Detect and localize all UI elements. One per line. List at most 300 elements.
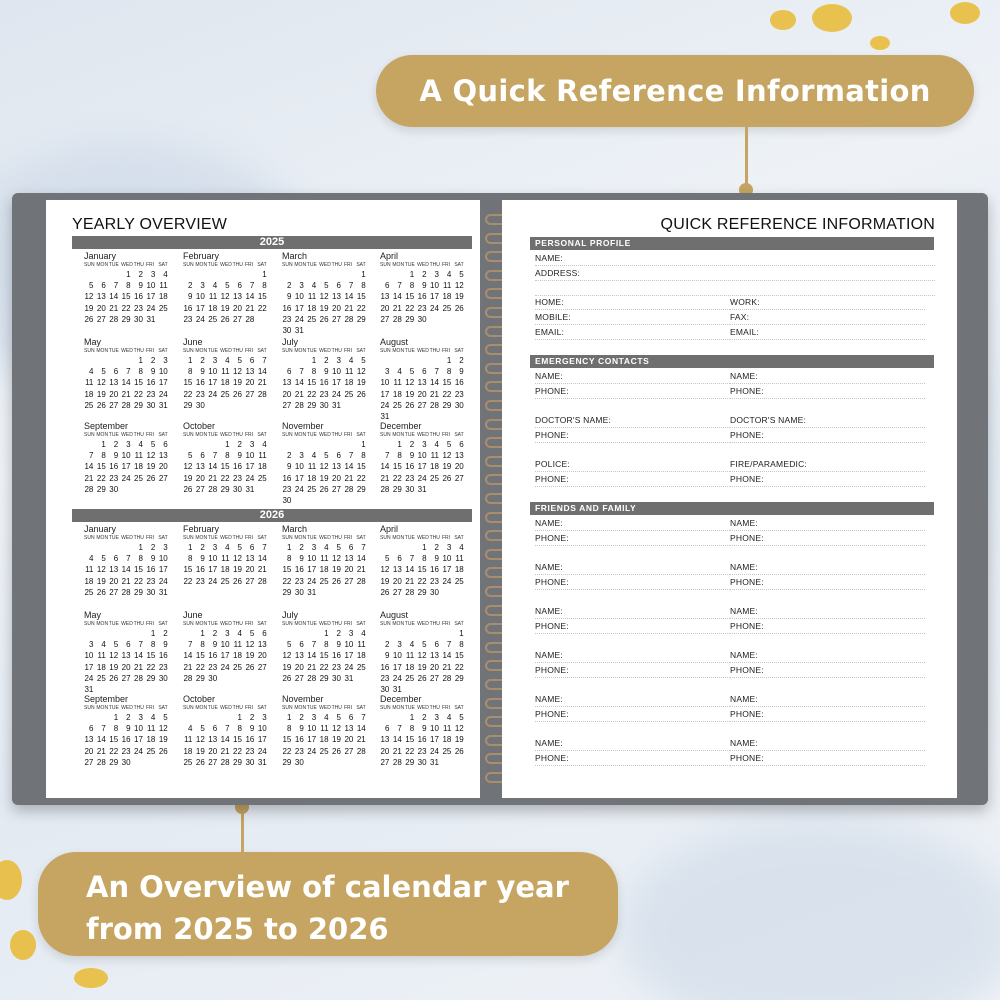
day-cell: 22 <box>307 389 317 399</box>
field-friend-phone-left[interactable]: PHONE: <box>535 664 730 678</box>
week-row <box>183 542 275 553</box>
field-doctor-phone-2[interactable]: PHONE: <box>730 429 925 443</box>
day-cell: 16 <box>294 565 304 575</box>
day-cell: 19 <box>356 378 366 388</box>
day-cell: 27 <box>332 314 341 324</box>
day-cell: 4 <box>311 451 317 461</box>
callout-connector <box>241 808 244 854</box>
day-cell <box>294 495 306 506</box>
day-cell: 13 <box>332 462 341 472</box>
day-cell: 2 <box>187 281 193 291</box>
month-calendar <box>183 251 275 333</box>
weekday-label: THU <box>232 262 243 268</box>
day-cell: 26 <box>454 303 464 313</box>
field-friend-name-left[interactable]: NAME: <box>535 517 730 531</box>
day-cell: 19 <box>405 389 415 399</box>
weekday-label: TUE <box>404 348 415 354</box>
month-calendar <box>282 524 374 606</box>
field-fire-paramedic[interactable]: FIRE/PARAMEDIC: <box>730 458 925 472</box>
field-friend-name-right[interactable]: NAME: <box>730 605 925 619</box>
day-cell: 25 <box>233 662 242 672</box>
field-fax[interactable]: FAX: <box>730 311 925 325</box>
field-emergency-name[interactable]: NAME: <box>535 370 730 384</box>
field-emergency-name-2[interactable]: NAME: <box>730 370 925 384</box>
week-row <box>282 303 374 314</box>
week-row <box>183 746 275 757</box>
day-cell: 31 <box>307 587 317 597</box>
day-cell: 17 <box>430 292 439 302</box>
day-cell: 23 <box>294 746 304 756</box>
field-doctor-phone[interactable]: PHONE: <box>535 429 730 443</box>
field-friend-phone-left[interactable]: PHONE: <box>535 532 730 546</box>
weekday-label: MON <box>195 262 208 268</box>
weekday-label: THU <box>232 348 243 354</box>
day-cell: 28 <box>96 757 106 767</box>
weekday-label: MON <box>392 705 405 711</box>
weekday-label: MON <box>392 535 405 541</box>
week-row <box>183 366 275 377</box>
weekday-label: SAT <box>454 705 464 711</box>
day-cell: 19 <box>417 662 427 672</box>
week-row <box>183 723 275 734</box>
day-cell: 5 <box>459 270 464 279</box>
day-cell <box>332 439 344 450</box>
week-row <box>84 461 176 472</box>
day-cell: 24 <box>146 303 156 313</box>
day-cell: 19 <box>332 565 341 575</box>
day-cell: 17 <box>294 303 304 313</box>
day-cell <box>208 712 220 723</box>
day-cell: 30 <box>282 495 292 505</box>
month-calendar <box>380 421 472 503</box>
day-cell: 9 <box>409 451 415 461</box>
week-row <box>183 439 275 450</box>
weekday-label: WED <box>121 621 133 627</box>
day-cell: 18 <box>183 746 193 756</box>
day-cell: 30 <box>417 757 427 767</box>
weekday-label: SAT <box>356 432 366 438</box>
day-cell: 11 <box>221 367 230 377</box>
field-address[interactable]: ADDRESS: <box>535 267 935 281</box>
field-friend-phone-right[interactable]: PHONE: <box>730 620 925 634</box>
month-calendar <box>84 610 176 692</box>
day-cell: 30 <box>109 484 119 494</box>
day-cell <box>195 269 207 280</box>
day-cell: 19 <box>380 576 390 586</box>
day-cell <box>319 325 331 336</box>
day-cell: 20 <box>332 473 341 483</box>
weekday-label: MON <box>294 705 307 711</box>
day-cell <box>344 269 356 280</box>
week-row <box>380 564 472 575</box>
day-cell <box>344 325 356 336</box>
day-cell: 6 <box>286 367 292 377</box>
day-cell: 5 <box>286 640 292 650</box>
day-cell: 12 <box>183 462 193 472</box>
day-cell: 23 <box>208 662 218 672</box>
weekday-header <box>282 432 374 439</box>
day-cell: 2 <box>249 713 255 722</box>
day-cell: 2 <box>409 440 415 449</box>
week-row <box>84 355 176 366</box>
day-cell: 31 <box>380 411 390 421</box>
weekday-label: SAT <box>356 535 366 541</box>
field-friend-phone-right[interactable]: PHONE: <box>730 576 925 590</box>
weekday-label: THU <box>133 621 144 627</box>
week-row <box>282 473 374 484</box>
week-row <box>380 542 472 553</box>
field-friend-name-left[interactable]: NAME: <box>535 649 730 663</box>
month-name: December <box>380 694 422 704</box>
day-cell: 25 <box>392 400 402 410</box>
day-cell: 28 <box>344 314 354 324</box>
week-row <box>282 553 374 564</box>
day-cell: 16 <box>195 565 205 575</box>
day-cell: 11 <box>357 640 366 650</box>
day-cell: 4 <box>163 270 168 279</box>
day-cell: 30 <box>417 314 427 324</box>
day-cell <box>220 269 232 280</box>
callout-calendar-overview <box>38 852 618 956</box>
day-cell: 27 <box>380 314 390 324</box>
day-cell: 14 <box>392 292 402 302</box>
day-cell: 4 <box>225 543 230 552</box>
day-cell: 17 <box>307 565 317 575</box>
weekday-label: TUE <box>207 432 218 438</box>
day-cell: 26 <box>233 576 242 586</box>
day-cell: 6 <box>262 629 267 638</box>
day-cell: 18 <box>344 378 354 388</box>
day-cell <box>282 628 294 639</box>
field-friend-name-left[interactable]: NAME: <box>535 605 730 619</box>
day-cell: 24 <box>257 746 267 756</box>
day-cell: 18 <box>442 292 452 302</box>
week-row <box>380 576 472 587</box>
day-cell <box>294 269 306 280</box>
field-friend-name-right[interactable]: NAME: <box>730 561 925 575</box>
weekday-label: WED <box>319 262 331 268</box>
field-email[interactable]: EMAIL: <box>535 326 730 340</box>
day-cell: 5 <box>150 440 156 449</box>
field-emergency-phone-2[interactable]: PHONE: <box>730 385 925 399</box>
weekday-label: SAT <box>158 432 168 438</box>
weekday-label: WED <box>121 705 133 711</box>
day-cell <box>245 269 257 280</box>
day-cell: 17 <box>158 565 168 575</box>
day-cell: 23 <box>146 389 156 399</box>
day-cell: 8 <box>237 724 242 734</box>
day-cell <box>405 542 417 553</box>
field-fire-phone[interactable]: PHONE: <box>730 473 925 487</box>
day-cell: 4 <box>446 270 452 279</box>
field-friend-name-left[interactable]: NAME: <box>535 737 730 751</box>
day-cell: 12 <box>380 565 390 575</box>
week-row <box>84 746 176 757</box>
day-cell: 23 <box>430 576 439 586</box>
weekday-label: FRI <box>441 621 451 627</box>
day-cell: 29 <box>183 400 193 410</box>
day-cell: 3 <box>311 543 317 552</box>
month-calendar <box>282 337 374 419</box>
weekday-label: FRI <box>441 705 451 711</box>
day-cell: 17 <box>208 378 218 388</box>
day-cell: 22 <box>405 746 415 756</box>
weekday-label: MON <box>294 535 307 541</box>
day-cell: 10 <box>257 724 267 734</box>
week-row <box>282 400 374 411</box>
day-cell: 15 <box>134 565 143 575</box>
field-friend-phone-left[interactable]: PHONE: <box>535 708 730 722</box>
field-friend-name-left[interactable]: NAME: <box>535 693 730 707</box>
day-cell: 26 <box>319 314 329 324</box>
day-cell: 22 <box>109 746 119 756</box>
field-police-phone[interactable]: PHONE: <box>535 473 730 487</box>
day-cell: 26 <box>332 576 341 586</box>
day-cell: 17 <box>195 303 205 313</box>
field-police[interactable]: POLICE: <box>535 458 730 472</box>
week-row <box>380 450 472 461</box>
week-row <box>183 639 275 650</box>
week-row <box>183 673 275 684</box>
weekday-header <box>183 262 275 269</box>
field-name[interactable]: NAME: <box>535 252 935 266</box>
day-cell: 18 <box>356 651 366 661</box>
day-cell: 10 <box>344 640 354 650</box>
day-cell <box>257 673 269 684</box>
day-cell <box>208 400 220 411</box>
weekday-label: SAT <box>158 621 168 627</box>
day-cell: 3 <box>88 640 94 650</box>
month-name: April <box>380 251 399 261</box>
day-cell: 27 <box>380 757 390 767</box>
month-name: August <box>380 337 409 347</box>
day-cell: 2 <box>324 356 329 365</box>
day-cell: 14 <box>121 565 131 575</box>
weekday-label: WED <box>417 705 429 711</box>
day-cell: 22 <box>183 576 193 586</box>
day-cell <box>380 439 392 450</box>
day-cell: 8 <box>187 367 193 377</box>
week-row <box>380 355 472 366</box>
day-cell: 24 <box>430 303 439 313</box>
day-cell: 10 <box>380 378 390 388</box>
day-cell: 5 <box>324 451 329 461</box>
week-row <box>183 450 275 461</box>
day-cell: 27 <box>344 746 354 756</box>
field-friend-name-right[interactable]: NAME: <box>730 649 925 663</box>
day-cell: 4 <box>324 713 329 722</box>
day-cell: 20 <box>121 662 131 672</box>
field-work[interactable]: WORK: <box>730 296 925 310</box>
day-cell: 10 <box>245 451 255 461</box>
day-cell: 27 <box>332 484 341 494</box>
weekday-header <box>380 535 472 542</box>
day-cell: 6 <box>336 281 341 291</box>
day-cell: 9 <box>113 451 119 461</box>
day-cell: 25 <box>454 576 464 586</box>
day-cell: 2 <box>163 629 168 638</box>
field-friend-phone-right[interactable]: PHONE: <box>730 532 925 546</box>
day-cell: 22 <box>257 303 267 313</box>
day-cell <box>146 484 158 495</box>
weekday-label: FRI <box>145 621 155 627</box>
section-heading: EMERGENCY CONTACTS <box>530 355 934 368</box>
day-cell: 2 <box>200 543 205 552</box>
month-calendar <box>380 524 472 606</box>
field-friend-phone-left[interactable]: PHONE: <box>535 620 730 634</box>
field-mobile[interactable]: MOBILE: <box>535 311 730 325</box>
field-friend-phone-left[interactable]: PHONE: <box>535 752 730 766</box>
day-cell: 25 <box>319 576 329 586</box>
day-cell: 24 <box>430 746 439 756</box>
day-cell: 13 <box>417 378 427 388</box>
weekday-header <box>380 432 472 439</box>
day-cell: 11 <box>85 565 94 575</box>
gold-splash <box>10 930 36 960</box>
weekday-label: SAT <box>454 621 464 627</box>
day-cell: 7 <box>101 724 106 734</box>
day-cell <box>417 628 429 639</box>
weekday-header <box>282 535 374 542</box>
day-cell: 26 <box>233 389 242 399</box>
weekday-label: SAT <box>158 535 168 541</box>
week-row <box>380 673 472 684</box>
field-friend-name-right[interactable]: NAME: <box>730 693 925 707</box>
day-cell: 6 <box>299 640 304 650</box>
day-cell: 10 <box>430 724 439 734</box>
field-friend-name-left[interactable]: NAME: <box>535 561 730 575</box>
day-cell: 12 <box>282 651 292 661</box>
day-cell <box>96 542 108 553</box>
month-calendar <box>380 694 472 776</box>
weekday-header <box>282 705 374 712</box>
day-cell: 14 <box>356 554 366 564</box>
day-cell: 10 <box>332 367 341 377</box>
weekday-label: MON <box>96 705 109 711</box>
day-cell: 1 <box>262 270 267 279</box>
weekday-label: SUN <box>183 705 194 711</box>
day-cell: 26 <box>282 673 292 683</box>
day-cell: 13 <box>245 367 255 377</box>
field-doctor-name[interactable]: DOCTOR'S NAME: <box>535 414 730 428</box>
weekday-label: FRI <box>343 348 353 354</box>
week-row <box>84 553 176 564</box>
day-cell: 27 <box>109 400 119 410</box>
day-cell: 14 <box>134 651 143 661</box>
day-cell: 21 <box>245 303 255 313</box>
day-cell: 24 <box>294 314 304 324</box>
day-cell: 21 <box>96 746 106 756</box>
field-doctor-name-2[interactable]: DOCTOR'S NAME: <box>730 414 925 428</box>
weekday-label: SUN <box>183 348 194 354</box>
day-cell: 21 <box>294 389 304 399</box>
day-cell: 2 <box>336 629 341 638</box>
day-cell: 1 <box>446 356 452 365</box>
day-cell: 11 <box>233 640 242 650</box>
week-row <box>84 650 176 661</box>
week-row <box>183 734 275 745</box>
field-email-2[interactable]: EMAIL: <box>730 326 925 340</box>
day-cell: 7 <box>361 713 366 722</box>
day-cell: 11 <box>221 554 230 564</box>
day-cell: 27 <box>245 389 255 399</box>
day-cell: 29 <box>454 673 464 683</box>
field-friend-name-right[interactable]: NAME: <box>730 737 925 751</box>
field-friend-name-right[interactable]: NAME: <box>730 517 925 531</box>
day-cell: 3 <box>311 713 317 722</box>
weekday-label: SAT <box>257 262 267 268</box>
day-cell: 18 <box>220 565 230 575</box>
day-cell: 7 <box>397 724 402 734</box>
day-cell: 17 <box>294 473 304 483</box>
day-cell: 28 <box>109 314 119 324</box>
field-friend-phone-left[interactable]: PHONE: <box>535 576 730 590</box>
field-friend-phone-right[interactable]: PHONE: <box>730 708 925 722</box>
week-row <box>84 303 176 314</box>
day-cell: 4 <box>150 713 156 722</box>
day-cell: 18 <box>319 565 329 575</box>
weekday-header <box>84 621 176 628</box>
month-calendar <box>183 610 275 692</box>
day-cell: 18 <box>392 389 402 399</box>
day-cell: 26 <box>405 400 415 410</box>
field-friend-phone-right[interactable]: PHONE: <box>730 752 925 766</box>
weekday-label: SUN <box>84 262 95 268</box>
weekday-label: WED <box>319 705 331 711</box>
day-cell: 15 <box>134 378 143 388</box>
day-cell: 28 <box>392 757 402 767</box>
day-cell: 24 <box>158 389 168 399</box>
day-cell: 16 <box>146 565 156 575</box>
day-cell: 26 <box>417 673 427 683</box>
weekday-label: TUE <box>108 432 119 438</box>
weekday-label: THU <box>133 348 144 354</box>
day-cell: 16 <box>208 651 218 661</box>
day-cell: 20 <box>233 303 242 313</box>
day-cell: 11 <box>258 451 267 461</box>
field-emergency-phone[interactable]: PHONE: <box>535 385 730 399</box>
day-cell: 12 <box>319 292 329 302</box>
field-home[interactable]: HOME: <box>535 296 730 310</box>
day-cell: 6 <box>434 640 439 650</box>
day-cell: 22 <box>282 576 292 586</box>
day-cell: 21 <box>430 389 439 399</box>
day-cell: 1 <box>237 713 242 722</box>
weekday-label: SAT <box>454 348 464 354</box>
week-row <box>183 628 275 639</box>
day-cell: 27 <box>195 484 205 494</box>
day-cell: 30 <box>282 325 292 335</box>
day-cell <box>183 628 195 639</box>
day-cell <box>109 269 121 280</box>
day-cell: 29 <box>96 484 106 494</box>
day-cell: 25 <box>307 484 317 494</box>
day-cell <box>454 587 466 598</box>
field-friend-phone-right[interactable]: PHONE: <box>730 664 925 678</box>
day-cell: 25 <box>344 389 354 399</box>
day-cell: 14 <box>344 292 354 302</box>
day-cell: 3 <box>348 629 354 638</box>
field-address-line[interactable] <box>535 282 935 296</box>
day-cell: 5 <box>187 451 193 461</box>
month-name: October <box>183 421 216 431</box>
week-row <box>380 439 472 450</box>
day-cell: 2 <box>299 713 304 722</box>
week-row <box>380 628 472 639</box>
day-cell: 24 <box>332 389 341 399</box>
day-cell <box>134 484 146 495</box>
weekday-label: TUE <box>207 705 218 711</box>
